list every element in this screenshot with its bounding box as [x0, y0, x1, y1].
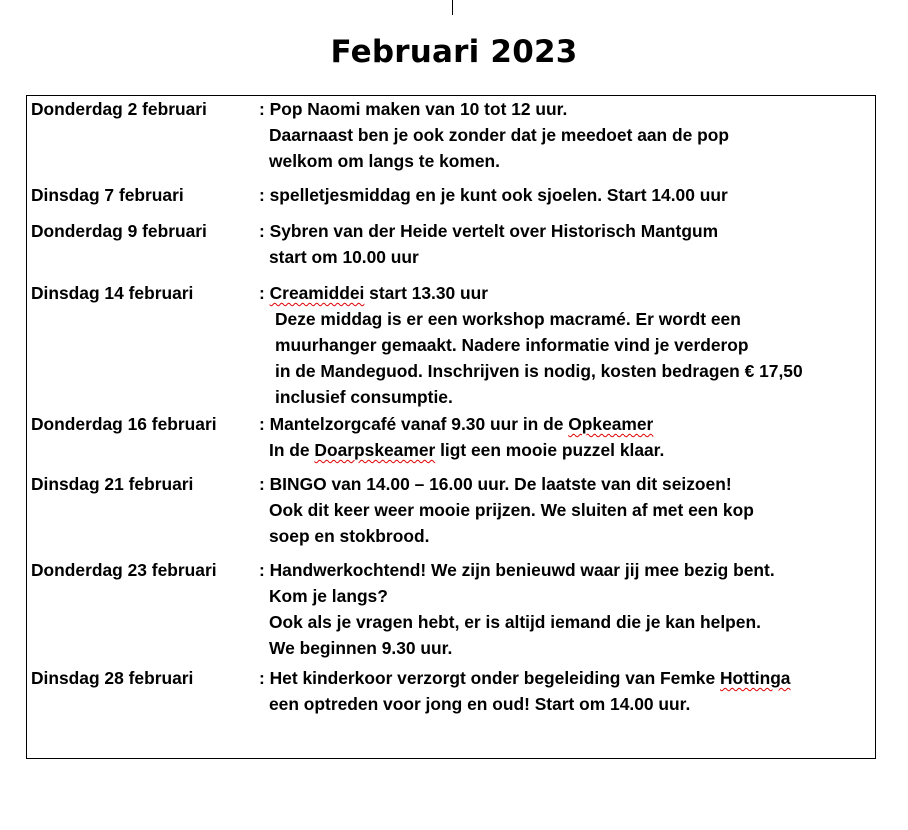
- activity-date: Dinsdag 21 februari: [31, 474, 194, 494]
- activity-description: : Pop Naomi maken van 10 tot 12 uur. Daarnaast ben je ook zonder dat je meedoet aan de pop welkom om langs te komen.: [259, 99, 729, 171]
- activities-table: [26, 95, 876, 759]
- activity-description: : Sybren van der Heide vertelt over Historisch Mantgum start om 10.00 uur: [259, 221, 719, 267]
- spellcheck-word: Opkeamer: [568, 414, 654, 434]
- page-title: Februari 2023: [330, 34, 578, 70]
- spellcheck-word: Creamiddei: [269, 283, 365, 303]
- activity-date: Donderdag 23 februari: [31, 560, 217, 580]
- activity-description: : Handwerkochtend! We zijn benieuwd waar jij mee bezig bent. Kom je langs? Ook als je vragen hebt, er is altijd iemand die je kan helpen. We beginnen 9.30 uur.: [259, 560, 775, 658]
- activity-description: : Mantelzorgcafé vanaf 9.30 uur in de Opkeamer In de Doarpskeamer ligt een mooie puzzel klaar.: [259, 414, 665, 460]
- activity-date: Donderdag 16 februari: [31, 414, 217, 434]
- activity-description: : BINGO van 14.00 – 16.00 uur. De laatste van dit seizoen! Ook dit keer weer mooie prijzen. We sluiten af met een kop soep en stokbrood.: [259, 474, 754, 546]
- activity-description: : spelletjesmiddag en je kunt ook sjoelen. Start 14.00 uur: [259, 185, 728, 205]
- spellcheck-word: Hottinga: [719, 668, 791, 688]
- activity-date: Dinsdag 14 februari: [31, 283, 194, 303]
- activity-date: Dinsdag 7 februari: [31, 185, 184, 205]
- activity-date: Donderdag 2 februari: [31, 99, 207, 119]
- activity-date: Donderdag 9 februari: [31, 221, 207, 241]
- text-cursor: [452, 0, 453, 15]
- spellcheck-word: Doarpskeamer: [314, 440, 436, 460]
- activity-description: : Creamiddei start 13.30 uur Deze middag is er een workshop macramé. Er wordt een muurhanger gemaakt. Nadere informatie vind je verderop in de Mandeguod. Inschrijven is nodig, kosten bedragen € 17,50 inclusief consumptie.: [259, 283, 803, 407]
- activity-date: Dinsdag 28 februari: [31, 668, 194, 688]
- activity-description: : Het kinderkoor verzorgt onder begeleiding van Femke Hottinga een optreden voor jong en oud! Start om 14.00 uur.: [259, 668, 791, 714]
